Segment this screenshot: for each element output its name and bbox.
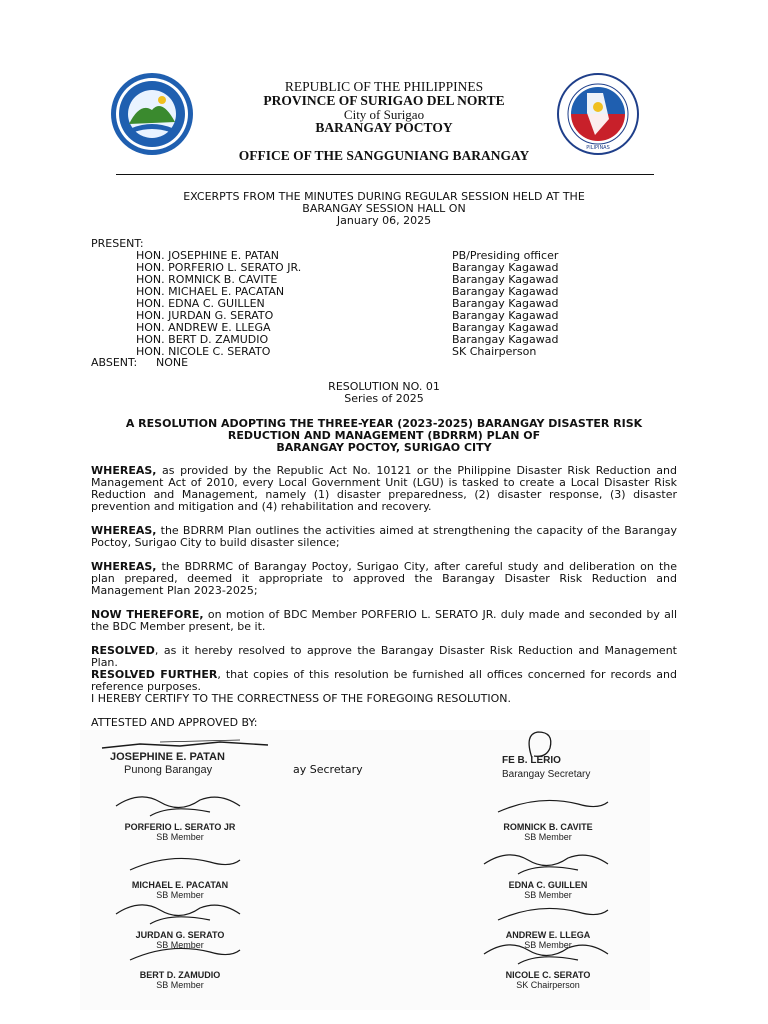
paragraph-lead: WHEREAS, (91, 524, 157, 537)
paragraph-6 (91, 669, 677, 693)
signatory-title: SB Member (156, 940, 204, 950)
signatory-title: SB Member (524, 940, 572, 950)
header-city: City of Surigao (343, 107, 425, 122)
resolution-number: RESOLUTION NO. 01 (328, 380, 440, 393)
certify-statement: I HEREBY CERTIFY TO THE CORRECTNESS OF THE FOREGOING RESOLUTION. (91, 692, 512, 705)
present-member-name: HON. NICOLE C. SERATO (136, 345, 271, 358)
present-member-position: Barangay Kagawad (452, 273, 559, 286)
present-member-name: HON. ROMNICK B. CAVITE (136, 273, 278, 286)
present-member-position: Barangay Kagawad (452, 321, 559, 334)
signatory-name: NICOLE C. SERATO (505, 970, 591, 980)
signatory-title: Punong Barangay (124, 764, 213, 776)
signatory-name: ROMNICK B. CAVITE (503, 822, 593, 832)
right-seal-bottom: PILIPINAS (586, 145, 610, 151)
present-member-position: Barangay Kagawad (452, 285, 559, 298)
present-member-position: Barangay Kagawad (452, 309, 559, 322)
paragraph-2 (91, 525, 677, 549)
paragraph-text: , as it hereby resolved to approve the Barangay Disaster Risk Reduction and Management Plan. (91, 644, 677, 669)
signatory-name: MICHAEL E. PACATAN (131, 880, 229, 890)
resolution-series: Series of 2025 (344, 392, 424, 405)
paragraph-lead: WHEREAS, (91, 560, 157, 573)
signatory-title: SB Member (156, 832, 204, 842)
paragraph-text: , that copies of this resolution be furnished all offices concerned for records and reference purposes. (91, 668, 677, 693)
paragraph-1 (91, 465, 677, 513)
present-member-position: PB/Presiding officer (452, 249, 559, 262)
present-label: PRESENT: (91, 237, 144, 250)
paragraph-lead: RESOLVED (91, 644, 155, 657)
paragraph-5 (91, 645, 677, 669)
present-member-name: HON. EDNA C. GUILLEN (136, 297, 265, 310)
office-title: OFFICE OF THE SANGGUNIANG BARANGAY (238, 148, 530, 163)
residual-secretary-text: ay Secretary (293, 763, 363, 776)
present-member-name: HON. JURDAN G. SERATO (136, 309, 274, 322)
resolution-title-3: BARANGAY POCTOY, SURIGAO CITY (276, 441, 492, 454)
present-member-position: Barangay Kagawad (452, 333, 559, 346)
present-member-name: HON. BERT D. ZAMUDIO (136, 333, 269, 346)
signatory-name: FE B. LERIO (502, 755, 561, 766)
present-member-name: HON. ANDREW E. LLEGA (136, 321, 271, 334)
paragraph-3 (91, 561, 677, 597)
header-republic: REPUBLIC OF THE PHILIPPINES (284, 79, 484, 94)
present-member-position: SK Chairperson (452, 345, 537, 358)
absent-label: ABSENT: (91, 356, 138, 369)
signatory-title: Barangay Secretary (502, 769, 591, 780)
present-member-name: HON. MICHAEL E. PACATAN (136, 285, 285, 298)
attested-label: ATTESTED AND APPROVED BY: (91, 716, 258, 729)
present-member-name: HON. PORFERIO L. SERATO JR. (136, 261, 302, 274)
header-divider (116, 174, 654, 175)
header-barangay: BARANGAY POCTOY (315, 120, 453, 135)
paragraph-text: the BDRRM Plan outlines the activities aimed at strengthening the capacity of the Barangay Poctoy, Surigao City to build disaster silence; (91, 524, 677, 549)
signatory-title: SK Chairperson (516, 980, 580, 990)
signatory-title: SB Member (524, 890, 572, 900)
paragraph-text: the BDRRMC of Barangay Poctoy, Surigao City, after careful study and deliberation on the plan prepared, deemed it appropriate to approved the Barangay Disaster Risk Reduction and Management Plan 2023-2025; (91, 560, 677, 597)
present-member-position: Barangay Kagawad (452, 297, 559, 310)
resolution-title-2: REDUCTION AND MANAGEMENT (BDRRM) PLAN OF (227, 429, 541, 442)
signatory-title: SB Member (524, 832, 572, 842)
signatory-name: EDNA C. GUILLEN (508, 880, 588, 890)
present-member-name: HON. JOSEPHINE E. PATAN (136, 249, 279, 262)
excerpt-line2: BARANGAY SESSION HALL ON (302, 202, 466, 215)
absent-value: NONE (156, 356, 189, 369)
signatory-name: ANDREW E. LLEGA (505, 930, 591, 940)
signatory-title: SB Member (156, 980, 204, 990)
excerpt-line1: EXCERPTS FROM THE MINUTES DURING REGULAR SESSION HELD AT THE (183, 190, 585, 203)
paragraph-lead: NOW THEREFORE, (91, 608, 204, 621)
signatory-name: JOSEPHINE E. PATAN (110, 751, 225, 763)
signatory-title: SB Member (156, 890, 204, 900)
paragraph-text: as provided by the Republic Act No. 10121 or the Philippine Disaster Risk Reduction and Management Act of 2010, every Local Government Unit (LGU) is tasked to create a Local Disaster Risk Reduction and Management, namely (1) disaster preparedness, (2) disaster response, (3) disaster prevention and mitigation and (4) rehabilitation and recovery. (91, 464, 677, 513)
paragraph-4 (91, 609, 677, 633)
header-province: PROVINCE OF SURIGAO DEL NORTE (263, 93, 505, 108)
excerpt-date: January 06, 2025 (336, 214, 432, 227)
paragraph-lead: WHEREAS, (91, 464, 157, 477)
signatory-name: BERT D. ZAMUDIO (139, 970, 221, 980)
signatory-name: PORFERIO L. SERATO JR (124, 822, 236, 832)
present-member-position: Barangay Kagawad (452, 261, 559, 274)
paragraph-text: on motion of BDC Member PORFERIO L. SERATO JR. duly made and seconded by all the BDC Member present, be it. (91, 608, 677, 633)
paragraph-lead: RESOLVED FURTHER (91, 668, 218, 681)
resolution-title-1: A RESOLUTION ADOPTING THE THREE-YEAR (2023-2025) BARANGAY DISASTER RISK (125, 417, 643, 430)
signatory-name: JURDAN G. SERATO (135, 930, 225, 940)
